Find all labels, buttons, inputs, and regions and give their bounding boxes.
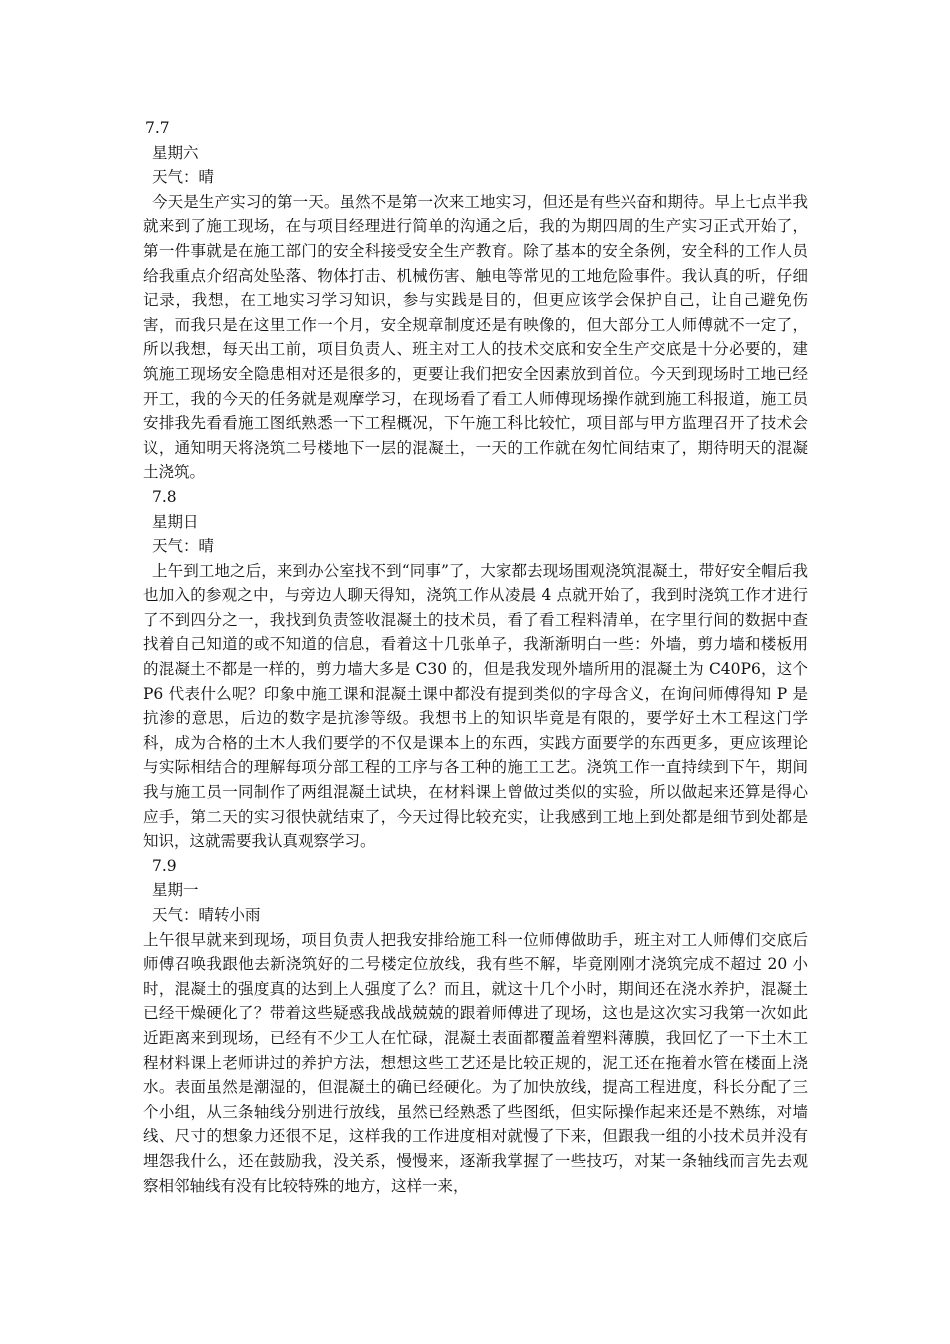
diary-entry xyxy=(143,854,808,1198)
entry-weather: 天气：晴 xyxy=(152,168,215,187)
entry-weather: 天气：晴转小雨 xyxy=(152,906,261,924)
entry-body: 上午很早就来到现场，项目负责人把我安排给施工科一位师傅做助手，班主对工人师傅们交底后师傅召唤我跟他去新浇筑好的二号楼定位放线，我有些不解，毕竟刚刚才浇筑完成不超过 20 小时，混凝土的强度真的达到上人强度了么？而且，就这十几个小时，期间还在浇水养护，混凝土已经干燥硬化了？带着这些疑惑我战战兢兢的跟着师傅进了现场，这也是这次实习我第一次如此近距离来到现场，已经有不少工人在忙碌，混凝土表面都覆盖着塑料薄膜，我回忆了一下土木工程材料课上老师讲过的养护方法，想想这些工艺还是比较正规的，泥工还在拖着水管在楼面上浇水。表面虽然是潮湿的，但混凝土的确已经硬化。为了加快放线，提高工程进度，科长分配了三个小组，从三条轴线分别进行放线，虽然已经熟悉了些图纸，但实际操作起来还是不熟练，对墙线、尺寸的想象力还很不足，这样我的工作进度相对就慢了下来，但跟我一组的小技术员并没有埋怨我什么，还在鼓励我，没关系，慢慢来，逐渐我掌握了一些技巧，对某一条轴线而言先去观察相邻轴线有没有比较特殊的地方，这样一来， xyxy=(143,930,808,1195)
diary-entry xyxy=(143,485,808,854)
entry-weather: 天气：晴 xyxy=(152,537,215,556)
entry-date: 7.9 xyxy=(152,856,177,875)
diary-entry xyxy=(143,116,808,485)
entry-body: 今天是生产实习的第一天。虽然不是第一次来工地实习，但还是有些兴奋和期待。早上七点半我就来到了施工现场，在与项目经理进行简单的沟通之后，我的为期四周的生产实习正式开始了，第一件事就是在施工部门的安全科接受安全生产教育。除了基本的安全条例，安全科的工作人员给我重点介绍高处坠落、物体打击、机械伤害、触电等常见的工地危险事件。我认真的听，仔细记录，我想，在工地实习学习知识，参与实践是目的，但更应该学会保护自己，让自己避免伤害，而我只是在这里工作一个月，安全规章制度还是有映像的，但大部分工人师傅就不一定了，所以我想，每天出工前，项目负责人、班主对工人的技术交底和安全生产交底是十分必要的，建筑施工现场安全隐患相对还是很多的，更要让我们把安全因素放到首位。今天到现场时工地已经开工，我的今天的任务就是观摩学习，在现场看了看工人师傅现场操作就到施工科报道，施工员安排我先看看施工图纸熟悉一下工程概况，下午施工科比较忙，项目部与甲方监理召开了技术会议，通知明天将浇筑二号楼地下一层的混凝土，一天的工作就在匆忙间结束了，期待明天的混凝土浇筑。 xyxy=(143,192,808,482)
entry-weekday: 星期六 xyxy=(152,143,199,162)
entry-weekday: 星期一 xyxy=(152,881,199,900)
document-page xyxy=(143,116,808,1198)
entry-date: 7.7 xyxy=(145,119,170,137)
entry-date: 7.8 xyxy=(152,487,177,506)
entry-weekday: 星期日 xyxy=(152,512,199,531)
entry-body: 上午到工地之后，来到办公室找不到“同事”了，大家都去现场围观浇筑混凝土，带好安全帽后我也加入的参观之中，与旁边人聊天得知，浇筑工作从凌晨 4 点就开始了，我到时浇筑工作才进行了不到四分之一，我找到负责签收混凝土的技术员，看了看工程料清单，在字里行间的数据中查找着自己知道的或不知道的信息，看着这十几张单子，我渐渐明白一些：外墙，剪力墙和楼板用的混凝土不都是一样的，剪力墙大多是 C30 的，但是我发现外墙所用的混凝土为 C40P6，这个 P6 代表什么呢？印象中施工课和混凝土课中都没有提到类似的字母含义，在询问师傅得知 P 是抗渗的意思，后边的数字是抗渗等级。我想书上的知识毕竟是有限的，要学好土木工程这门学科，成为合格的土木人我们要学的不仅是课本上的东西，实践方面要学的东西更多，更应该理论与实际相结合的理解每项分部工程的工序与各工种的施工工艺。浇筑工作一直持续到下午，期间我与施工员一同制作了两组混凝土试块，在材料课上曾做过类似的实验，所以做起来还算是得心应手，第二天的实习很快就结束了，今天过得比较充实，让我感到工地上到处都是细节到处都是知识，这就需要我认真观察学习。 xyxy=(143,561,808,851)
